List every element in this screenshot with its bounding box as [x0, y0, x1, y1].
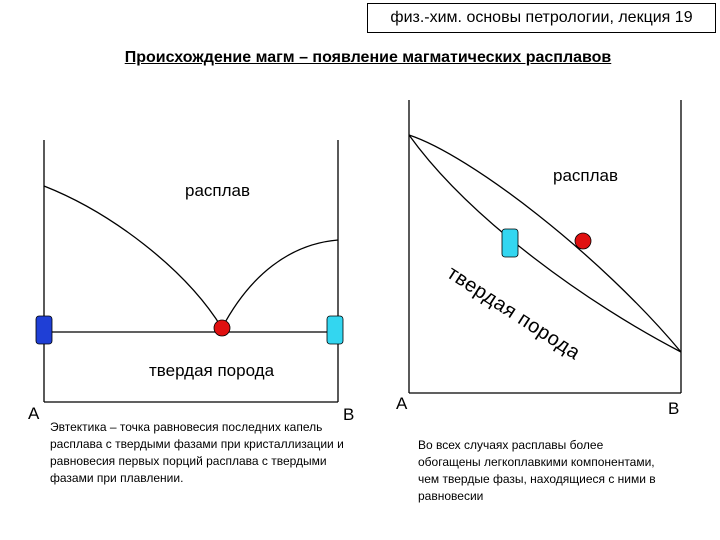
left-melt-label: расплав [185, 181, 251, 200]
solid-solution-caption: Во всех случаях расплавы более обогащены легкоплавкими компонентами, чем твердые фазы, находящиеся с ними в равновесии [418, 438, 656, 503]
solidus-curve [409, 135, 681, 352]
right-solid-label: твердая порода [443, 262, 585, 365]
eutectic-point [214, 320, 230, 336]
melt-composition-point [575, 233, 591, 249]
phase-a-marker [36, 316, 52, 344]
right-axis-a-label: A [396, 394, 408, 413]
slide-title: Происхождение магм – появление магматических расплавов [124, 49, 612, 66]
right-melt-label: расплав [553, 166, 619, 185]
liquidus-curve-b [222, 240, 338, 328]
eutectic-caption: Эвтектика – точка равновесия последних капель расплава с твердыми фазами при кристаллизации и равновесия первых порций расплава с твердыми фазами при плавлении. [50, 420, 344, 485]
right-axis-b-label: B [668, 399, 680, 418]
left-axis-b-label: B [343, 405, 355, 424]
liquidus-curve [409, 135, 681, 352]
lecture-header: физ.-хим. основы петрологии, лекция 19 [367, 3, 716, 33]
liquidus-curve-a [44, 186, 222, 328]
left-solid-label: твердая порода [149, 361, 275, 380]
phase-b-marker [327, 316, 343, 344]
solid-composition-marker [502, 229, 518, 257]
left-axis-a-label: A [28, 404, 40, 423]
